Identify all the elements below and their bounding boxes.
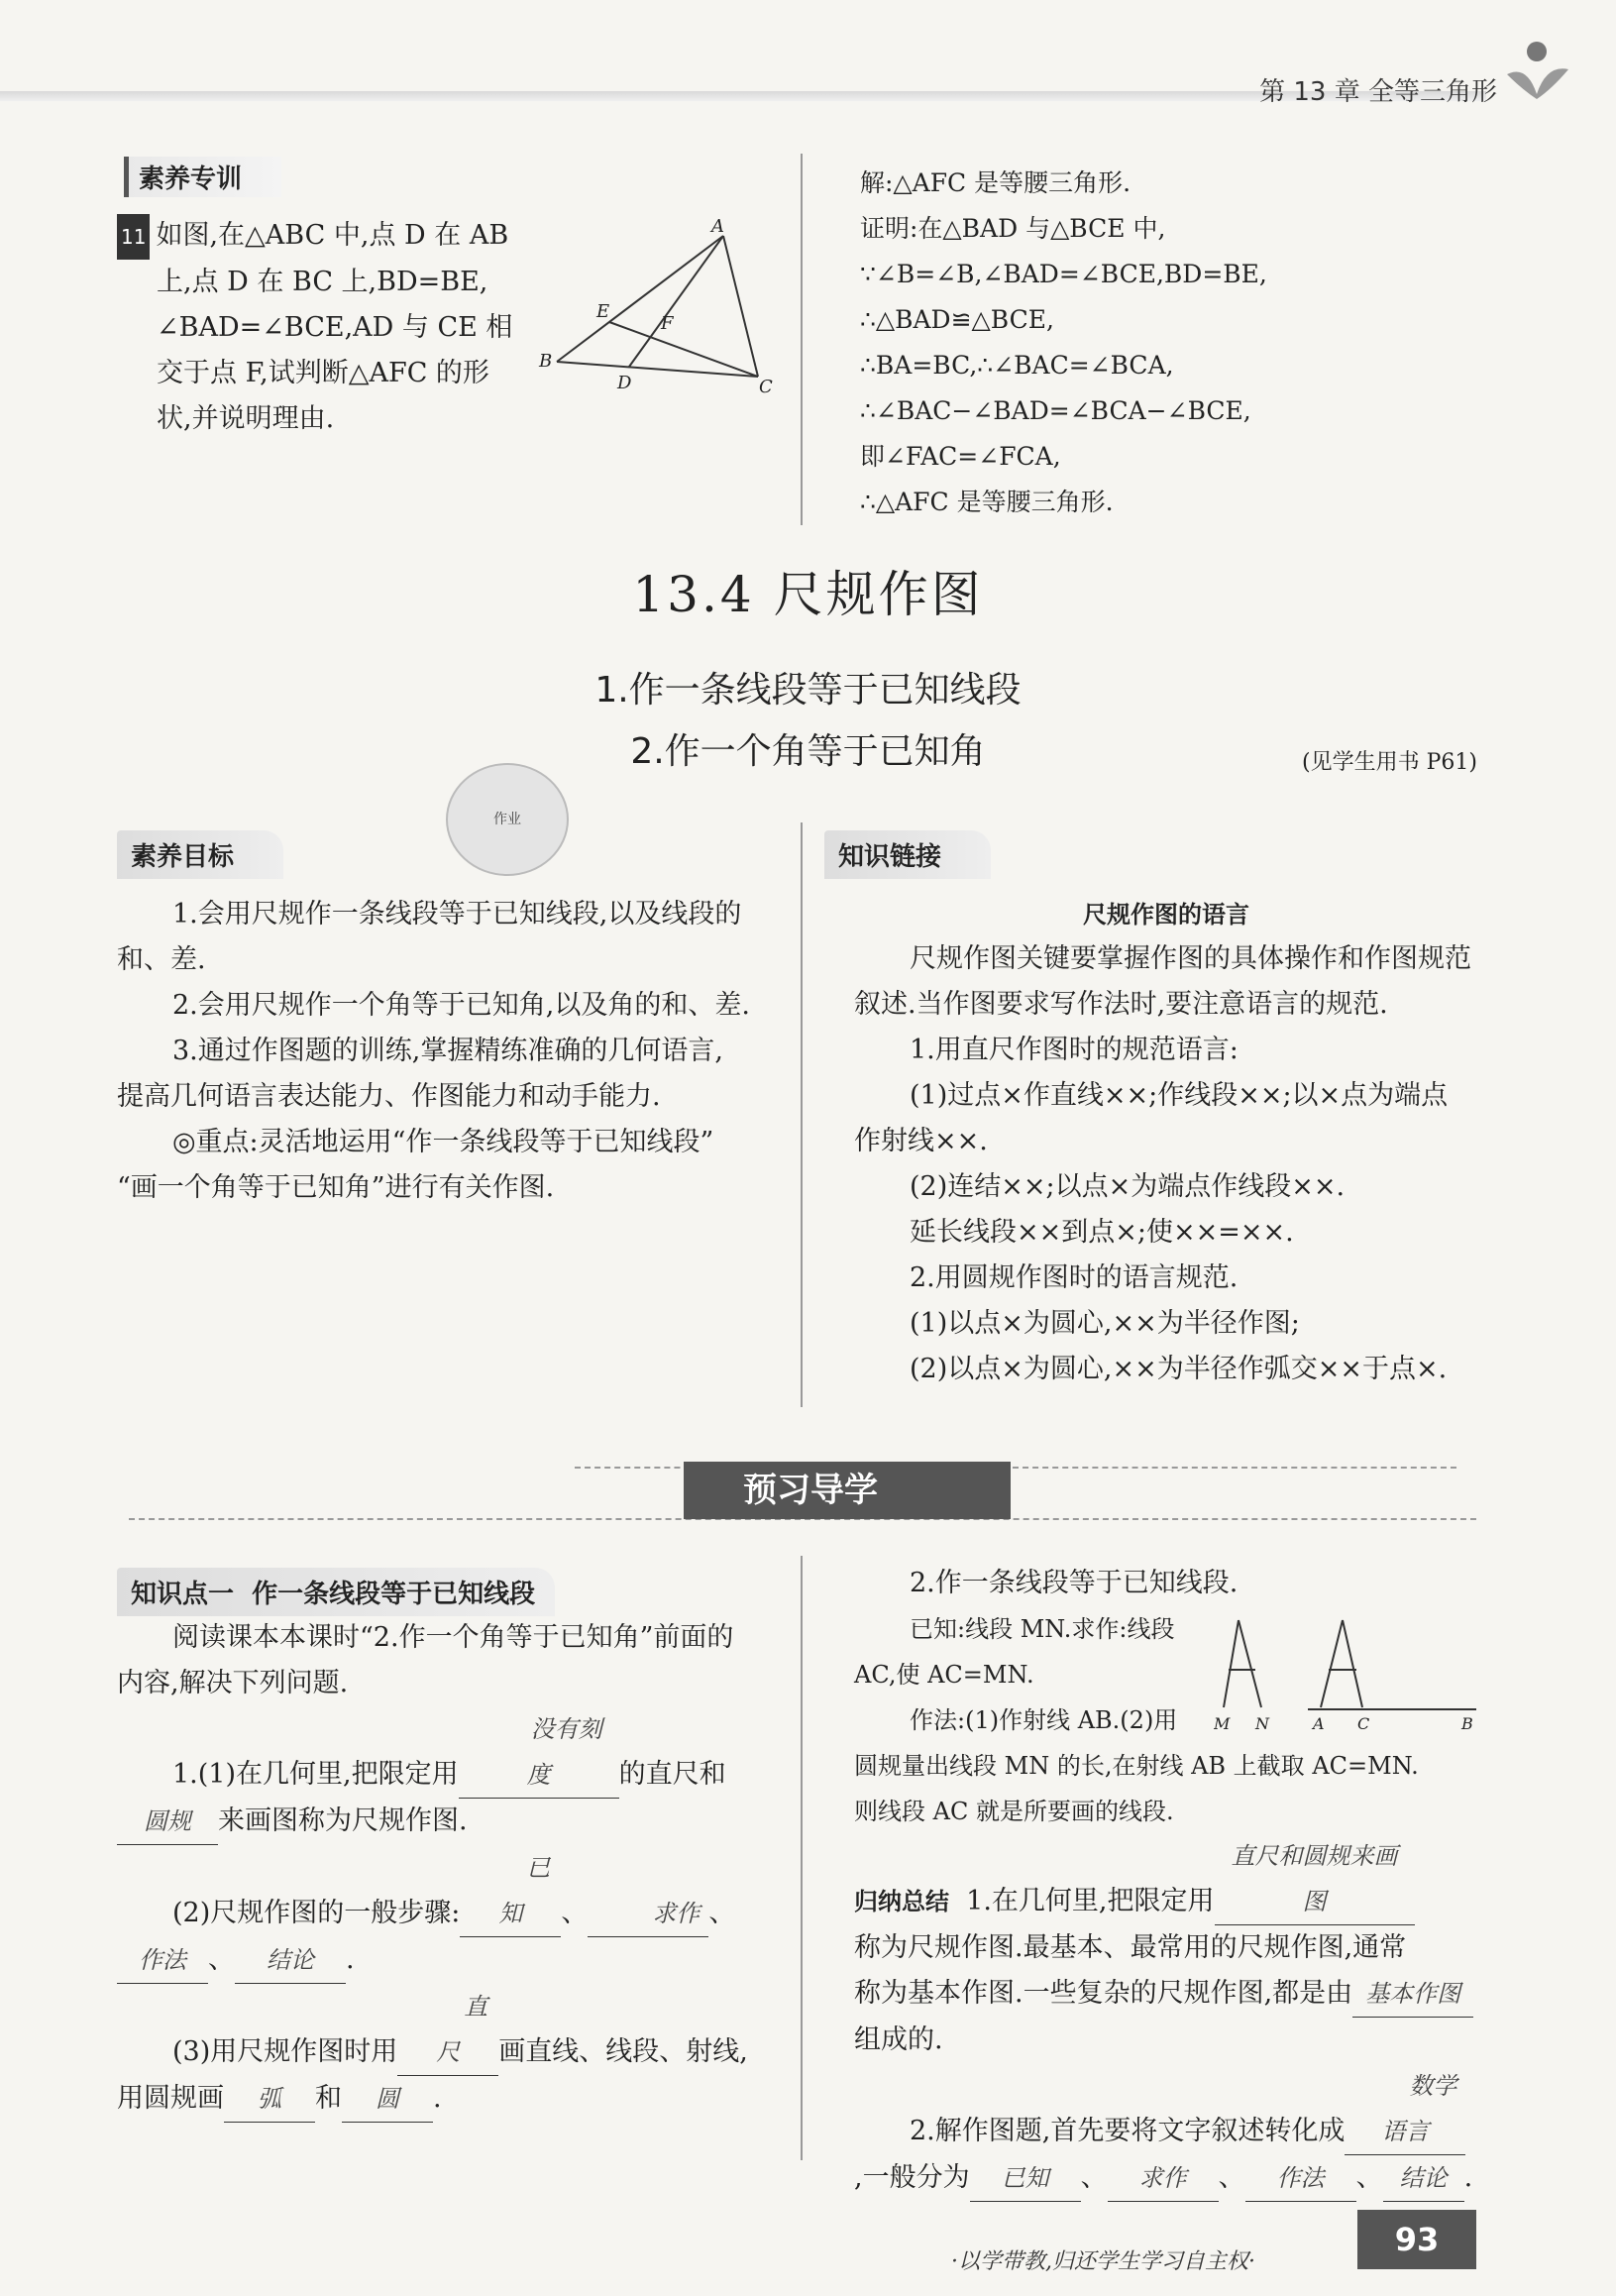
answer-blank: 基本作图: [1352, 1971, 1473, 2018]
solution-line: ∴△BAD≌△BCE,: [860, 305, 1054, 334]
answer-blank: 直尺和圆规来画图: [1215, 1833, 1415, 1925]
goals-list: [117, 892, 771, 1211]
kp1-text: 和: [315, 2083, 342, 2114]
kp1-intro: 内容,解决下列问题.: [117, 1668, 349, 1698]
knowledge-tag: 知识链接: [824, 830, 991, 879]
knowledge-line: 延长线段××到点×;使××=××.: [910, 1217, 1294, 1248]
summary-text: 称为尺规作图.最基本、最常用的尺规作图,通常: [854, 1932, 1407, 1963]
summary-text: 1.在几何里,把限定用: [966, 1886, 1215, 1916]
summary-text: ,一般分为: [854, 2162, 970, 2193]
kp1-text: 画直线、线段、射线,: [498, 2036, 748, 2067]
knowledge-line: 1.用直尺作图时的规范语言:: [910, 1035, 1239, 1065]
kp1-tag: 知识点一: [131, 1580, 235, 1609]
subtitle-1: 1.作一条线段等于已知线段: [594, 670, 1022, 711]
summary-tag: 归纳总结: [854, 1888, 949, 1915]
goal-line: “画一个角等于已知角”进行有关作图.: [117, 1172, 555, 1203]
knowledge-line: 作射线××.: [854, 1126, 988, 1156]
training-solution: [860, 161, 1494, 525]
training-tag-wrap: [124, 157, 281, 197]
label-b: B: [539, 351, 553, 372]
goals-tag-wrap: [117, 830, 283, 879]
label-f: F: [661, 313, 674, 334]
goal-line: 2.会用尺规作一个角等于已知角,以及角的和、差.: [172, 990, 750, 1021]
answer-blank: 圆规: [117, 1799, 218, 1845]
knowledge-list: [854, 936, 1478, 1392]
footer-slogan: ·以学带教,归还学生学习自主权·: [951, 2249, 1255, 2274]
problem-line: 如图,在△ABC 中,点 D 在 AB: [156, 220, 509, 251]
summary-block: 归纳总结 1.在几何里,把限定用直尺和圆规来画图 称为尺规作图.最基本、最常用的尺规作图,通常 称为基本作图.一些复杂的尺规作图,都是由 基本作图 组成的. 2.解作图题,首先要将文字叙述转化成数学语言 ,一般分为 已知 、 求作 、 作法 、 结论 .: [854, 1833, 1478, 2202]
section-title: 13.4 尺规作图: [632, 566, 984, 623]
knowledge-line: (2)以点×为圆心,××为半径作弧交××于点×.: [910, 1354, 1448, 1384]
preview-band: 预习导学: [684, 1462, 1011, 1519]
answer-blank: 结论: [1383, 2155, 1464, 2202]
leaf-logo-icon: [1497, 30, 1576, 109]
compass-figure: [1214, 1610, 1481, 1734]
problem-line: 上,点 D 在 BC 上,BD=BE,: [157, 267, 488, 297]
divider: [801, 1556, 803, 2160]
construction-line: 2.作一条线段等于已知线段.: [910, 1568, 1239, 1598]
goal-line: 提高几何语言表达能力、作图能力和动手能力.: [117, 1081, 661, 1112]
label-b2: B: [1461, 1714, 1473, 1733]
knowledge-line: (2)连结××;以点×为端点作线段××.: [910, 1171, 1346, 1202]
subtitle-2: 2.作一个角等于已知角: [630, 731, 986, 772]
knowledge-line: 叙述.当作图要求写作法时,要注意语言的规范.: [854, 989, 1388, 1020]
problem-number: 11: [117, 214, 150, 260]
answer-blank: 数学语言: [1345, 2063, 1465, 2155]
knowledge-line: (1)以点×为圆心,××为半径作图;: [910, 1308, 1300, 1339]
problem-line: 状,并说明理由.: [157, 403, 335, 434]
kp1-body: 阅读课本本课时“2.作一个角等于已知角”前面的 内容,解决下列问题. 1.(1)在几何里,把限定用没有刻度 的直尺和 圆规 来画图称为尺规作图. (2)尺规作图的一般步骤:已知 、 求作 、 作法 、 结论 . (3)用尺规作图时用直尺 画直线、线段、射线, 用圆规画 弧 和 圆 .: [117, 1615, 771, 2123]
solution-line: ∵∠B=∠B,∠BAD=∠BCE,BD=BE,: [860, 260, 1267, 288]
triangle-figure: [535, 218, 783, 396]
summary-text: 2.解作图题,首先要将文字叙述转化成: [910, 2116, 1346, 2146]
goal-line: 1.会用尺规作一条线段等于已知线段,以及线段的: [172, 899, 742, 929]
kp1-text: (3)用尺规作图时用: [172, 2036, 398, 2067]
construction-line: 圆规量出线段 MN 的长,在射线 AB 上截取 AC=MN.: [854, 1752, 1419, 1780]
knowledge-heading: 尺规作图的语言: [1083, 901, 1249, 929]
summary-text: 称为基本作图.一些复杂的尺规作图,都是由: [854, 1978, 1353, 2009]
solution-line: 即∠FAC=∠FCA,: [860, 442, 1061, 471]
kp1-text: 1.(1)在几何里,把限定用: [172, 1759, 459, 1790]
label-a: A: [711, 218, 724, 237]
construction-line: AC,使 AC=MN.: [854, 1661, 1034, 1689]
construction-line: 已知:线段 MN.求作:线段: [910, 1615, 1175, 1643]
label-c: C: [759, 377, 773, 396]
answer-blank: 已知: [970, 2155, 1081, 2202]
knowledge-line: (1)过点×作直线××;作线段××;以×点为端点: [910, 1080, 1449, 1111]
page-number: 93: [1357, 2210, 1476, 2269]
answer-blank: 作法: [1245, 2155, 1356, 2202]
problem-line: ∠BAD=∠BCE,AD 与 CE 相: [157, 312, 513, 343]
kp1-intro: 阅读课本本课时“2.作一个角等于已知角”前面的: [172, 1622, 734, 1653]
knowledge-line: 尺规作图关键要掌握作图的具体操作和作图规范: [910, 943, 1471, 974]
summary-text: 组成的.: [854, 2024, 943, 2055]
answer-blank: 圆: [342, 2076, 433, 2123]
kp1-title: 作一条线段等于已知线段: [252, 1580, 536, 1609]
label-n: N: [1255, 1714, 1269, 1733]
goal-line: 3.通过作图题的训练,掌握精练准确的几何语言,: [172, 1036, 723, 1066]
label-e: E: [596, 301, 610, 322]
divider: [801, 822, 803, 1407]
kp1-text: (2)尺规作图的一般步骤:: [172, 1898, 461, 1928]
goal-line: ◎重点:灵活地运用“作一条线段等于已知线段”: [172, 1127, 714, 1157]
kp1-text: 的直尺和: [618, 1759, 726, 1790]
goal-line: 和、差.: [117, 944, 206, 975]
homework-stamp: 作业: [446, 763, 569, 876]
label-d: D: [617, 373, 632, 393]
kp1-head: [117, 1568, 555, 1616]
answer-blank: 没有刻度: [459, 1706, 619, 1799]
page-reference: (见学生用书 P61): [1302, 750, 1477, 775]
solution-line: ∴△AFC 是等腰三角形.: [860, 488, 1114, 516]
answer-blank: 结论: [235, 1937, 346, 1984]
answer-blank: 作法: [117, 1937, 208, 1984]
construction-line: 则线段 AC 就是所要画的线段.: [854, 1798, 1174, 1825]
answer-blank: 弧: [224, 2076, 315, 2123]
label-c2: C: [1357, 1714, 1370, 1733]
goals-tag: 素养目标: [117, 830, 283, 879]
chapter-label: 第 13 章 全等三角形: [1259, 77, 1497, 107]
solution-line: ∴BA=BC,∴∠BAC=∠BCA,: [860, 351, 1174, 380]
answer-blank: 已知: [460, 1845, 561, 1937]
solution-line: ∴∠BAC−∠BAD=∠BCA−∠BCE,: [860, 396, 1251, 425]
kp1-text: 用圆规画: [117, 2083, 224, 2114]
training-tag: 素养专训: [124, 157, 281, 197]
knowledge-line: 2.用圆规作图时的语言规范.: [910, 1262, 1239, 1293]
solution-line: 解:△AFC 是等腰三角形.: [860, 168, 1131, 197]
answer-blank: 求作: [1108, 2155, 1219, 2202]
answer-blank: 直尺: [397, 1984, 498, 2076]
construction-line: 作法:(1)作射线 AB.(2)用: [910, 1706, 1178, 1734]
knowledge-tag-wrap: [824, 830, 991, 879]
divider: [801, 154, 803, 525]
training-problem: [117, 213, 543, 442]
answer-blank: 求作: [588, 1891, 708, 1937]
problem-line: 交于点 F,试判断△AFC 的形: [157, 358, 489, 388]
label-a2: A: [1313, 1714, 1325, 1733]
label-m: M: [1214, 1714, 1231, 1733]
solution-line: 证明:在△BAD 与△BCE 中,: [860, 214, 1166, 243]
kp1-text: 来画图称为尺规作图.: [218, 1805, 468, 1836]
